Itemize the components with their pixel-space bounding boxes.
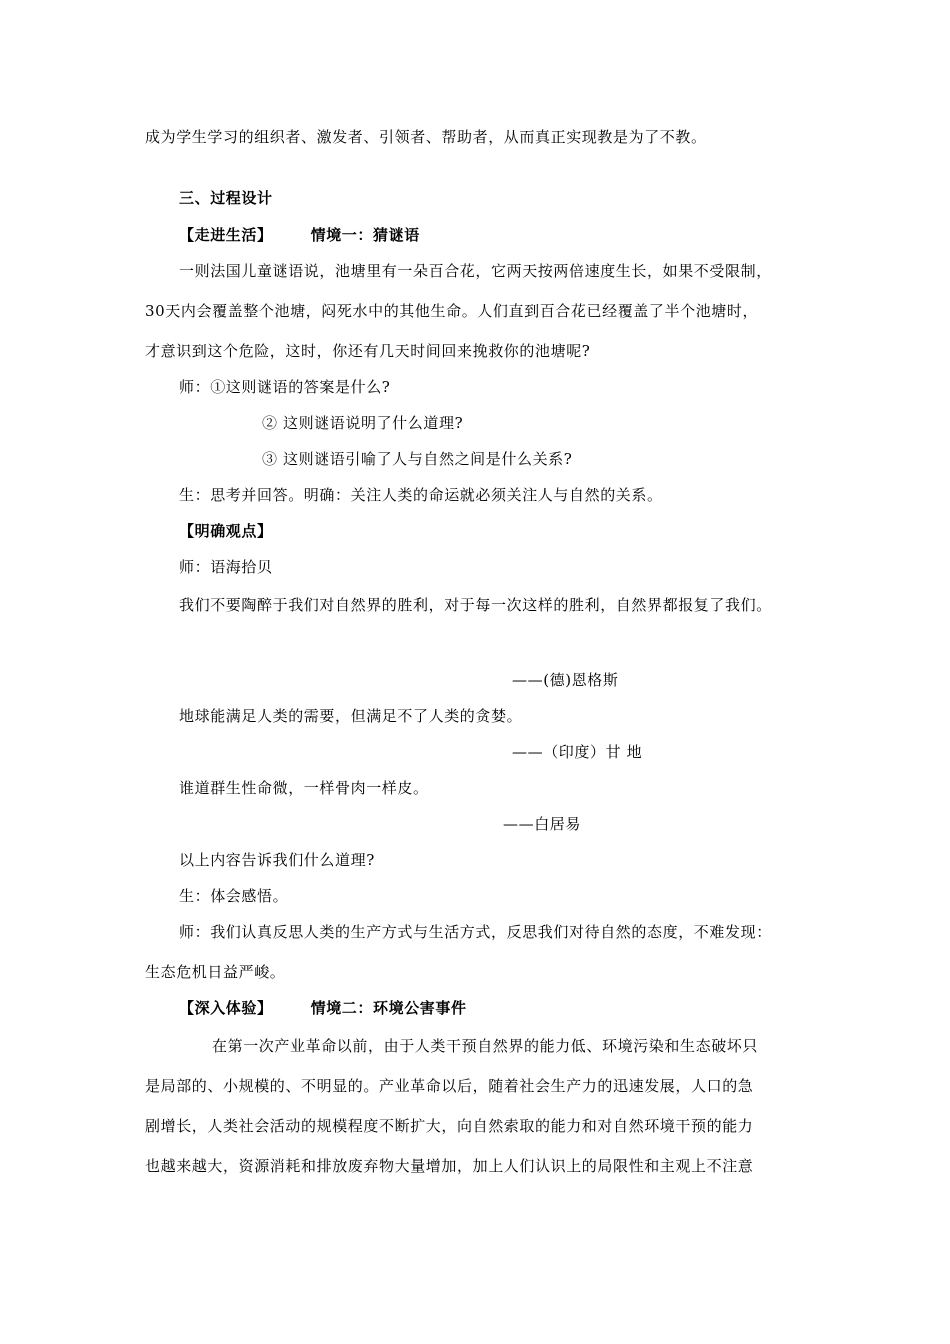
intro-line: 成为学生学习的组织者、激发者、引领者、帮助者，从而真正实现教是为了不教。 (145, 128, 707, 146)
riddle-line-3: 才意识到这个危险，这时，你还有几天时间回来挽救你的池塘呢? (145, 342, 591, 360)
student-answer: 生：思考并回答。明确：关注人类的命运就必须关注人与自然的关系。 (179, 486, 663, 504)
teacher-line-1: 师：我们认真反思人类的生产方式与生活方式，反思我们对待自然的态度，不难发现： (179, 923, 772, 941)
riddle-line-1: 一则法国儿童谜语说，池塘里有一朵百合花，它两天按两倍速度生长，如果不受限制， (179, 262, 772, 280)
teacher-question-3: ③ 这则谜语引喻了人与自然之间是什么关系? (262, 450, 573, 468)
paragraph-line-2: 是局部的、小规模的、不明显的。产业革命以后，随着社会生产力的迅速发展，人口的急 (145, 1077, 754, 1095)
part3-title: 情境二：环境公害事件 (310, 999, 467, 1017)
part1-heading (179, 225, 420, 245)
paragraph-line-1: 在第一次产业革命以前，由于人类干预自然界的能力低、环境污染和生态破坏只 (212, 1037, 759, 1055)
paragraph-line-3: 剧增长，人类社会活动的规模程度不断扩大，向自然索取的能力和对自然环境干预的能力 (145, 1117, 754, 1135)
student-response: 生：体会感悟。 (179, 887, 289, 905)
part2-tag: 【明确观点】 (179, 522, 273, 540)
paragraph-line-4: 也越来越大，资源消耗和排放废弃物大量增加，加上人们认识上的局限性和主观上不注意 (145, 1157, 754, 1175)
reflection-question: 以上内容告诉我们什么道理? (179, 851, 375, 869)
quote-3-author: ——白居易 (503, 815, 582, 833)
teacher-question-2: ② 这则谜语说明了什么道理? (262, 414, 464, 432)
teacher-line-2: 生态危机日益严峻。 (145, 963, 286, 981)
teacher-intro: 师：语海拾贝 (179, 558, 273, 576)
quote-2: 地球能满足人类的需要，但满足不了人类的贪婪。 (179, 707, 523, 725)
riddle-line-2: 30天内会覆盖整个池塘，闷死水中的其他生命。人们直到百合花已经覆盖了半个池塘时， (145, 302, 759, 320)
quote-1-author: ——(德)恩格斯 (512, 671, 619, 689)
part3-tag: 【深入体验】 (179, 999, 273, 1017)
quote-3: 谁道群生性命微，一样骨肉一样皮。 (179, 779, 429, 797)
part3-heading (179, 998, 467, 1018)
teacher-question-1: 师：①这则谜语的答案是什么? (179, 378, 391, 396)
section-heading: 三、过程设计 (179, 189, 273, 207)
part1-title: 情境一：猜谜语 (310, 226, 420, 244)
quote-2-author: ——（印度）甘 地 (512, 743, 643, 761)
part1-tag: 【走进生活】 (179, 226, 273, 244)
quote-1: 我们不要陶醉于我们对自然界的胜利，对于每一次这样的胜利，自然界都报复了我们。 (179, 596, 772, 614)
